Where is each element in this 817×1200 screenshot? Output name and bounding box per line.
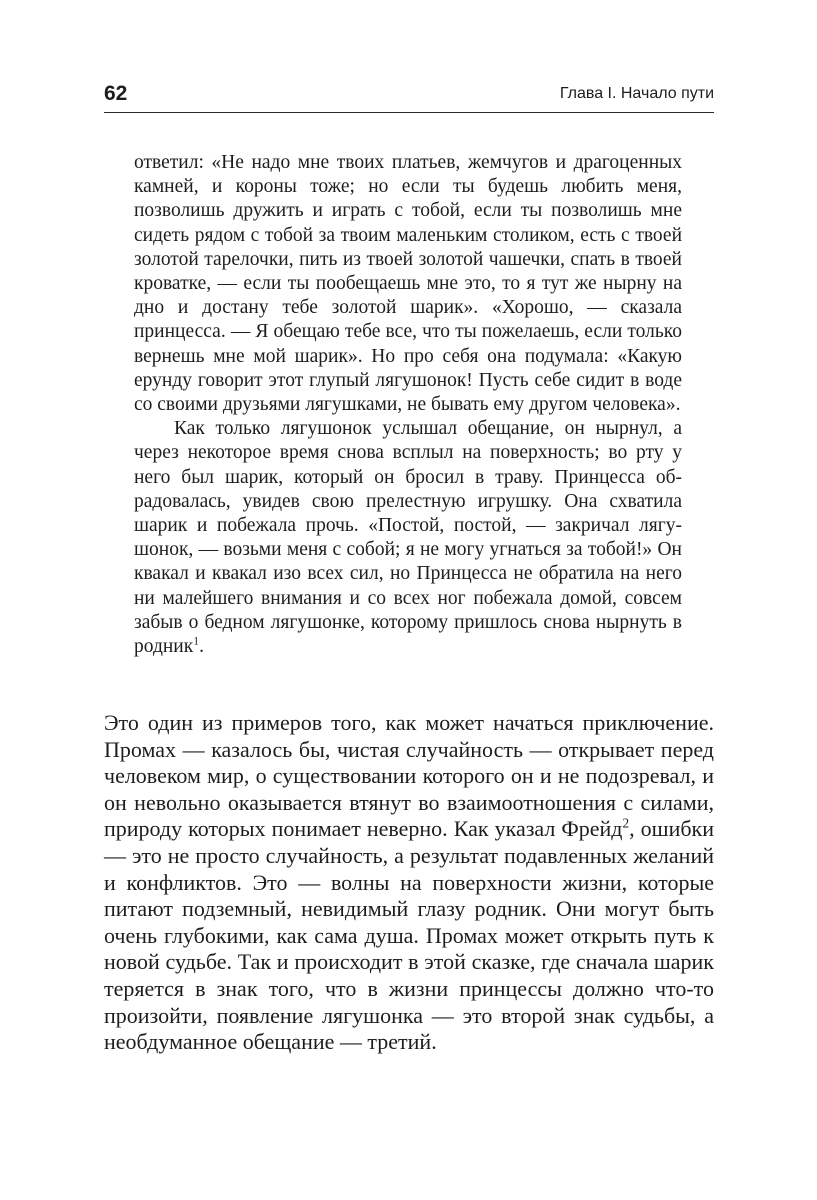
quote-paragraph (134, 151, 682, 417)
quote-paragraph-text: ответил: «Не надо мне твоих платьев, жемчугов и драгоценных камней, и короны тоже; но если ты будешь любить меня, позволишь дружить и играть с тобой, если ты позволишь мне сидеть рядом с тобой за твоим маленьким столиком, есть с твоей золотой тарелочки, пить из твоей золотой чашечки, спать в твоей кроватке, — если ты пообещаешь мне это, то я тут же нырну на дно и достану тебе золотой шарик». «Хорошо, — сказала принцесса. — Я обещаю тебе все, что ты пожелаешь, если только вернешь мне мой шарик». Но про себя она подумала: «Какую ерунду говорит этот глупый лягушонок! Пусть себе сидит в воде со своими друзьями лягушками, не бывать ему другом человека». (134, 152, 682, 416)
page-number: 62 (104, 82, 128, 105)
body-paragraph-text: , ошибки — это не просто случайность, а результат подавленных желаний и конфликтов. Это — волны на поверхности жизни, которые питают подземный, невидимый глазу родник. Они могут быть очень глубокими, как сама душа. Промах может открыть путь к новой судьбе. Так и происходит в этой сказке, где сначала шарик теряется в знак того, что в жизни принцессы должно что-то произойти, появление лягушонка — это второй знак судьбы, а необдуманное обещание — третий. (104, 816, 715, 1055)
main-text (104, 710, 714, 1056)
running-title: Глава I. Начало пути (559, 85, 714, 102)
fairy-tale-quote (134, 151, 682, 659)
footnote-reference[interactable]: 1 (193, 634, 200, 648)
body-paragraph (104, 710, 714, 1056)
quote-paragraph: Как только лягушонок услышал обещание, он нырнул, а через некоторое время снова всплыл на поверхность; во рту у него был шарик, который он бросил в траву. Принцесса обрадовалась, увидев свою прелестную игрушку. Она схватила шарик и побежала прочь. «Постой, постой, — закричал лягушонок, — возьми меня с собой; я не могу угнаться за тобой!» Он квакал и квакал изо всех сил, но Принцесса не обратила на него ни малейшего внимания и со всех ног побежала домой, совсем забыв о бедном лягушонке, которому пришлось снова нырнуть в родник$^1$. (134, 418, 682, 658)
body-paragraph-text: Это один из примеров того, как может начаться приключение. Промах — казалось бы, чистая случайность — открывает перед человеком мир, о существовании которого он и не подозревал, и он невольно оказывается втянут во взаимоотношения с силами, природу которых понимает неверно. Как указал Фрейд (104, 710, 714, 842)
page-header (104, 80, 714, 113)
footnote-reference[interactable]: 2 (622, 816, 630, 832)
quote-paragraph-text: Как только лягушонок услышал обещание, он нырнул, а через некоторое время снова всплыл на поверхность; во рту у него был шарик, который он бросил в траву. Принцесса обрадовалась, увидев свою прелестную игрушку. Она схватила шарик и побежала прочь. «Постой, постой, — закричал лягушонок, — возьми меня с собой; я не могу угнаться за тобой!» Он квакал и квакал изо всех сил, но Принцесса не обратила на него ни малейшего внимания и со всех ног побежала домой, совсем забыв о бедном лягушонке, которому пришлось снова нырнуть в родник (134, 418, 682, 658)
